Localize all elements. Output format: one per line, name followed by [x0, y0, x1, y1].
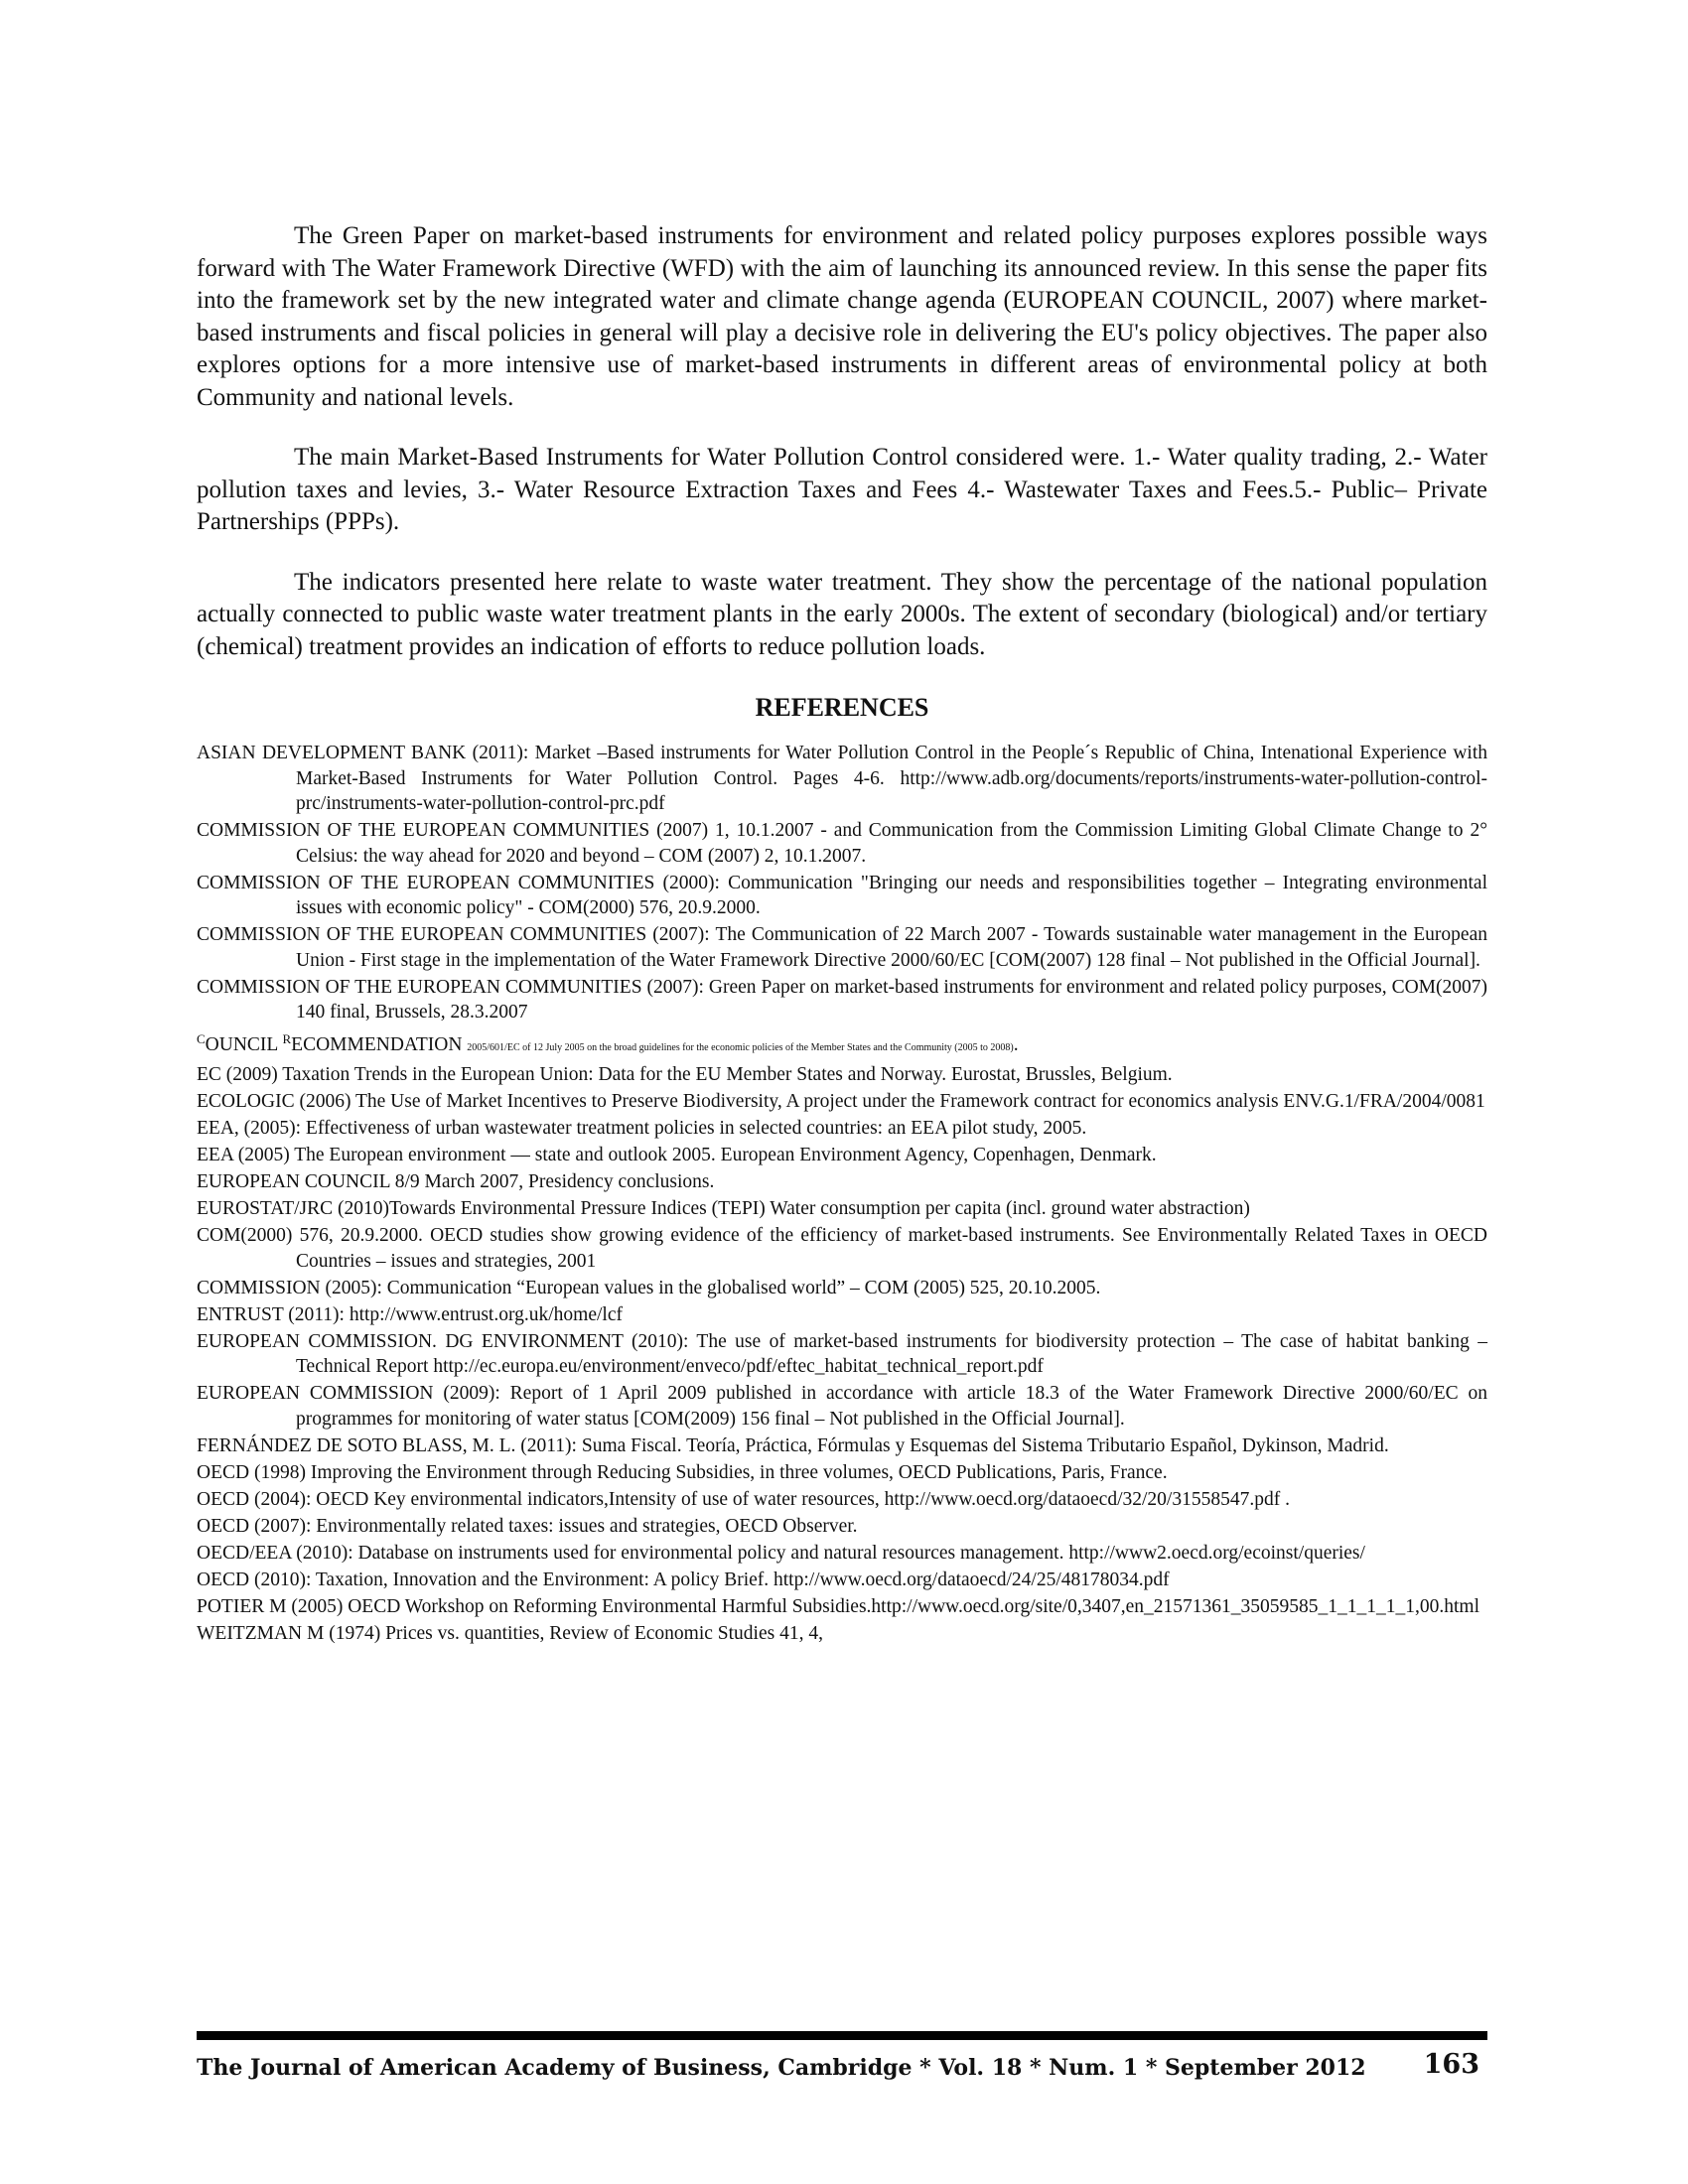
reference-item: POTIER M (2005) OECD Workshop on Reforming Environmental Harmful Subsidies.http://www.oecd.org/site/0,3407,en_21571361_35059585_1_1_1_1_1,00.html [197, 1595, 1480, 1617]
body-paragraph-3: The indicators presented here relate to waste water treatment. They show the percentage of the national population actually connected to public waste water treatment plants in the early 2000s. The extent of secondary (biological) and/or tertiary (chemical) treatment provides an indication of efforts to reduce pollution loads. [197, 568, 1487, 660]
reference-item: OECD (2010): Taxation, Innovation and the Environment: A policy Brief. http://www.oecd.org/dataoecd/24/25/48178034.pdf [197, 1569, 1170, 1590]
body-paragraph-1: The Green Paper on market-based instruments for environment and related policy purposes explores possible ways forward with The Water Framework Directive (WFD) with the aim of launching its announced review. In this sense the paper fits into the framework set by the new integrated water and climate change agenda (EUROPEAN COUNCIL, 2007) where market-based instruments and fiscal policies in general will play a decisive role in delivering the EU's policy objectives. The paper also explores options for a more intensive use of market-based instruments in different areas of environmental policy at both Community and national levels. [197, 222, 1487, 411]
reference-item: FERNÁNDEZ DE SOTO BLASS, M. L. (2011): Suma Fiscal. Teoría, Práctica, Fórmulas y Esquemas del Sistema Tributario Español, Dykinson, Madrid. [197, 1434, 1389, 1456]
reference-item: COMMISSION OF THE EUROPEAN COMMUNITIES (2007) 1, 10.1.2007 - and Communication from the Commission Limiting Global Climate Change to 2° Celsius: the way ahead for 2020 and beyond – COM (2007) 2, 10.1.2007. [197, 820, 1487, 867]
references-list [197, 741, 1487, 1646]
reference-item: OECD (2007): Environmentally related taxes: issues and strategies, OECD Observer. [197, 1515, 858, 1537]
reference-item: COM(2000) 576, 20.9.2000. OECD studies show growing evidence of the efficiency of market-based instruments. See Environmentally Related Taxes in OECD Countries – issues and strategies, 2001 [197, 1225, 1487, 1272]
reference-item: EC (2009) Taxation Trends in the European Union: Data for the EU Member States and Norway. Eurostat, Brussles, Belgium. [197, 1064, 1173, 1085]
reference-item: EUROPEAN COMMISSION. DG ENVIRONMENT (2010): The use of market-based instruments for biodiversity protection – The case of habitat banking –Technical Report http://ec.europa.eu/environment/enveco/pdf/eftec_habitat_technical_report.pdf [197, 1330, 1487, 1377]
reference-item: COMMISSION OF THE EUROPEAN COMMUNITIES (2000): Communication "Bringing our needs and responsibilities together – Integrating environmental issues with economic policy" - COM(2000) 576, 20.9.2000. [197, 872, 1487, 918]
reference-item-council [197, 1026, 1487, 1061]
recommendation-word: ECOMMENDATION [291, 1034, 468, 1055]
body-paragraph-2: The main Market-Based Instruments for Water Pollution Control considered were. 1.- Water quality trading, 2.- Water pollution taxes and levies, 3.- Water Resource Extraction Taxes and Fees 4.- Wastewater Taxes and Fees.5.- Public– Private Partnerships (PPPs). [197, 444, 1487, 535]
council-detail: 2005/601/EC of 12 July 2005 on the broad guidelines for the economic policies of the Member States and the Community (2005 to 2008) [467, 1042, 1014, 1053]
reference-item: WEITZMAN M (1974) Prices vs. quantities, Review of Economic Studies 41, 4, [197, 1622, 823, 1644]
reference-item: COMMISSION OF THE EUROPEAN COMMUNITIES (2007): Green Paper on market-based instruments for environment and related policy purposes, COM(2007) 140 final, Brussels, 28.3.2007 [197, 976, 1487, 1023]
reference-item: EUROSTAT/JRC (2010)Towards Environmental Pressure Indices (TEPI) Water consumption per capita (incl. ground water abstraction) [197, 1198, 1250, 1219]
reference-item: OECD (2004): OECD Key environmental indicators,Intensity of use of water resources, http://www.oecd.org/dataoecd/32/20/31558547.pdf . [197, 1488, 1290, 1510]
reference-item: EEA, (2005): Effectiveness of urban wastewater treatment policies in selected countries: an EEA pilot study, 2005. [197, 1118, 1087, 1139]
reference-item: OECD/EEA (2010): Database on instruments used for environmental policy and natural resources management. http://www2.oecd.org/ecoinst/queries/ [197, 1542, 1365, 1564]
council-end: . [1013, 1034, 1019, 1055]
council-initial-c: C [197, 1031, 206, 1046]
council-initial-r: R [282, 1031, 292, 1046]
reference-item: ASIAN DEVELOPMENT BANK (2011): Market –Based instruments for Water Pollution Control in the People´s Republic of China, Intenational Experience with Market-Based Instruments for Water Pollution Control. Pages 4-6. http://www.adb.org/documents/reports/instruments-water-pollution-control-prc/instruments-water-pollution-control-prc.pdf [197, 743, 1487, 814]
reference-item: ENTRUST (2011): http://www.entrust.org.uk/home/lcf [197, 1303, 623, 1325]
page-number: 163 [1423, 2049, 1479, 2080]
page-body [197, 220, 1487, 1648]
journal-citation: The Journal of American Academy of Business, Cambridge * Vol. 18 * Num. 1 * September 2012 [197, 2055, 1366, 2081]
reference-item: EUROPEAN COUNCIL 8/9 March 2007, Presidency conclusions. [197, 1171, 715, 1192]
council-word: OUNCIL [205, 1034, 283, 1055]
reference-item: EUROPEAN COMMISSION (2009): Report of 1 April 2009 published in accordance with article 18.3 of the Water Framework Directive 2000/60/EC on programmes for monitoring of water status [COM(2009) 156 final – Not published in the Official Journal]. [197, 1383, 1487, 1430]
references-heading: REFERENCES [755, 693, 929, 722]
footer-rule [197, 2031, 1487, 2040]
reference-item: COMMISSION OF THE EUROPEAN COMMUNITIES (2007): The Communication of 22 March 2007 - Towards sustainable water management in the European Union - First stage in the implementation of the Water Framework Directive 2000/60/EC [COM(2007) 128 final – Not published in the Official Journal]. [197, 924, 1487, 971]
reference-item: OECD (1998) Improving the Environment through Reducing Subsidies, in three volumes, OECD Publications, Paris, France. [197, 1461, 1168, 1483]
reference-item: ECOLOGIC (2006) The Use of Market Incentives to Preserve Biodiversity, A project under the Framework contract for economics analysis ENV.G.1/FRA/2004/0081 [197, 1091, 1485, 1112]
reference-item: EEA (2005) The European environment — state and outlook 2005. European Environment Agency, Copenhagen, Denmark. [197, 1145, 1157, 1165]
reference-item: COMMISSION (2005): Communication “European values in the globalised world” – COM (2005) 525, 20.10.2005. [197, 1277, 1101, 1298]
